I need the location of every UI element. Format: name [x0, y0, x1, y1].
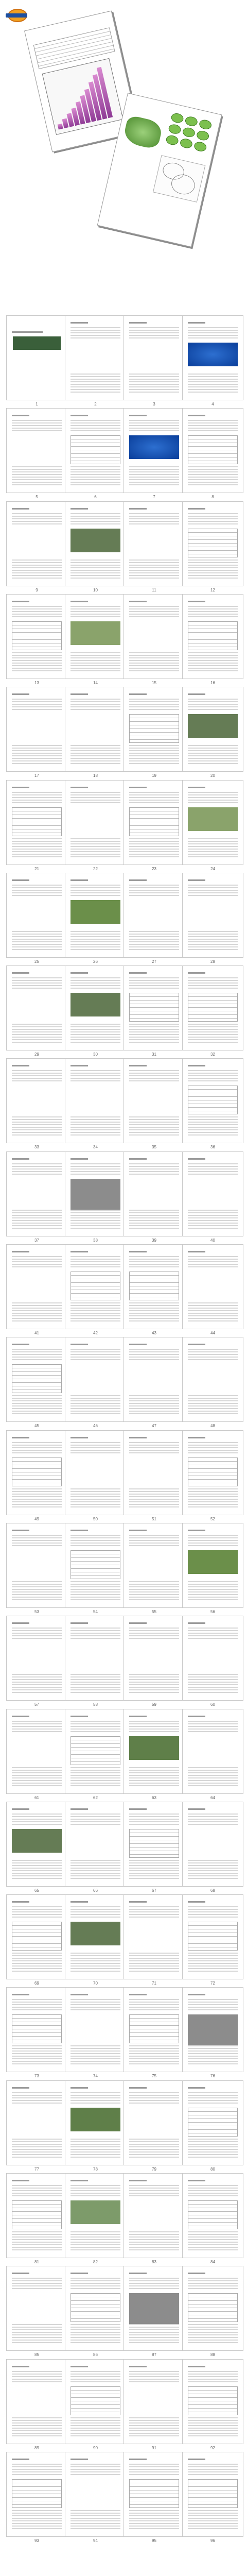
page-thumbnail[interactable]	[123, 2173, 185, 2258]
page-thumbnail[interactable]	[182, 1523, 243, 1608]
page-thumbnail[interactable]	[123, 1616, 185, 1701]
page-thumbnail[interactable]	[182, 2359, 243, 2444]
page-number: 16	[210, 680, 215, 685]
page-number: 47	[152, 1423, 156, 1429]
page-thumbnail[interactable]	[6, 1987, 67, 2072]
page-number: 21	[34, 866, 39, 871]
page-number: 66	[93, 1888, 98, 1893]
page-thumbnail[interactable]	[123, 2452, 185, 2537]
page-number: 55	[152, 1609, 156, 1614]
page-thumbnail[interactable]	[65, 2080, 126, 2165]
page-number: 68	[210, 1888, 215, 1893]
page-thumbnail[interactable]	[6, 1244, 67, 1329]
page-thumbnail[interactable]	[123, 1709, 185, 1794]
page-thumbnail[interactable]	[65, 408, 126, 493]
page-number: 27	[152, 959, 156, 964]
preview-map-set	[128, 93, 221, 115]
page-number: 81	[34, 2260, 39, 2264]
page-thumbnail[interactable]	[65, 965, 126, 1050]
page-number: 2	[94, 402, 97, 406]
page-thumbnail[interactable]	[6, 2452, 67, 2537]
page-number: 59	[152, 1702, 156, 1707]
page-number: 23	[152, 866, 156, 871]
page-thumbnail[interactable]	[65, 873, 126, 958]
page-number: 79	[152, 2166, 156, 2172]
page-thumbnail[interactable]	[182, 1430, 243, 1515]
page-number: 31	[152, 1052, 156, 1057]
page-number: 5	[36, 495, 38, 500]
page-thumbnail[interactable]	[65, 1616, 126, 1701]
page-number: 95	[152, 2538, 156, 2543]
page-number: 77	[34, 2166, 39, 2172]
page-thumbnail[interactable]	[123, 780, 185, 865]
page-thumbnail[interactable]	[182, 2266, 243, 2351]
page-number: 57	[34, 1702, 39, 1707]
page-thumbnail[interactable]	[65, 1894, 126, 1979]
page-number: 9	[36, 587, 38, 592]
page-number: 34	[93, 1145, 98, 1150]
page-number: 48	[210, 1423, 215, 1429]
page-number: 53	[34, 1609, 39, 1614]
page-number: 70	[93, 1981, 98, 1986]
page-thumbnail[interactable]	[182, 1244, 243, 1329]
page-number: 22	[93, 866, 98, 871]
page-number: 25	[34, 959, 39, 964]
page-number: 10	[93, 587, 98, 592]
page-thumbnail[interactable]	[123, 408, 185, 493]
page-thumbnail[interactable]	[6, 408, 67, 493]
page-thumbnail[interactable]	[182, 965, 243, 1050]
page-number: 1	[36, 402, 38, 406]
page-thumbnail[interactable]	[65, 780, 126, 865]
page-thumbnail[interactable]	[123, 1058, 185, 1143]
page-thumbnail[interactable]	[65, 687, 126, 772]
page-thumbnail[interactable]	[182, 315, 243, 400]
page-thumbnail[interactable]	[182, 2452, 243, 2537]
page-thumbnail[interactable]	[123, 1802, 185, 1887]
page-number: 52	[210, 1516, 215, 1521]
page-number: 69	[34, 1981, 39, 1986]
page-number: 73	[34, 2074, 39, 2079]
page-number: 80	[210, 2166, 215, 2172]
page-number: 17	[34, 773, 39, 778]
page-thumbnail[interactable]	[123, 2359, 185, 2444]
page-number: 75	[152, 2074, 156, 2079]
page-number: 19	[152, 773, 156, 778]
preview-bar-chart	[42, 58, 123, 135]
page-thumbnail[interactable]	[6, 965, 67, 1050]
page-number: 29	[34, 1052, 39, 1057]
page-number: 33	[34, 1145, 39, 1150]
page-number: 64	[210, 1795, 215, 1800]
page-number: 41	[34, 1331, 39, 1335]
page-thumbnail[interactable]	[6, 1802, 67, 1887]
preview-green-map	[122, 115, 163, 150]
page-number: 32	[210, 1052, 215, 1057]
page-thumbnail[interactable]	[65, 1244, 126, 1329]
page-number: 12	[210, 587, 215, 592]
page-thumbnail[interactable]	[65, 1430, 126, 1515]
page-number: 54	[93, 1609, 98, 1614]
page-thumbnail[interactable]	[6, 1709, 67, 1794]
page-thumbnail[interactable]	[6, 873, 67, 958]
page-number: 88	[210, 2352, 215, 2358]
page-number: 96	[210, 2538, 215, 2543]
page-thumbnail[interactable]	[6, 2266, 67, 2351]
page-number: 84	[210, 2260, 215, 2264]
page-number: 13	[34, 680, 39, 685]
page-number: 72	[210, 1981, 215, 1986]
page-number: 28	[210, 959, 215, 964]
page-thumbnail[interactable]	[6, 315, 67, 400]
page-number: 94	[93, 2538, 98, 2543]
page-thumbnail[interactable]	[65, 1523, 126, 1608]
page-thumbnail[interactable]	[182, 408, 243, 493]
page-number: 20	[210, 773, 215, 778]
page-number: 51	[152, 1516, 156, 1521]
page-number: 91	[152, 2445, 156, 2450]
page-thumbnail[interactable]	[6, 780, 67, 865]
page-thumbnail[interactable]	[123, 2080, 185, 2165]
page-thumbnail[interactable]	[65, 1337, 126, 1422]
page-thumbnail[interactable]	[182, 1709, 243, 1794]
page-thumbnail[interactable]	[65, 1802, 126, 1887]
page-thumbnail[interactable]	[182, 780, 243, 865]
page-number: 61	[34, 1795, 39, 1800]
page-number: 8	[211, 495, 214, 500]
page-thumbnail[interactable]	[182, 594, 243, 679]
page-number: 89	[34, 2445, 39, 2450]
page-number: 3	[153, 402, 155, 406]
page-number: 6	[94, 495, 97, 500]
page-thumbnail[interactable]	[123, 594, 185, 679]
page-number: 7	[153, 495, 155, 500]
page-thumbnail[interactable]	[6, 2080, 67, 2165]
page-thumbnail[interactable]	[6, 1430, 67, 1515]
page-number: 30	[93, 1052, 98, 1057]
page-thumbnail[interactable]	[65, 2266, 126, 2351]
page-thumbnail[interactable]	[123, 1523, 185, 1608]
page-thumbnail[interactable]	[123, 1244, 185, 1329]
page-thumbnail[interactable]	[182, 1616, 243, 1701]
page-thumbnail[interactable]	[6, 1894, 67, 1979]
page-number: 45	[34, 1423, 39, 1429]
page-number: 56	[210, 1609, 215, 1614]
page-thumbnail[interactable]	[123, 1430, 185, 1515]
page-number: 24	[210, 866, 215, 871]
page-thumbnail[interactable]	[123, 501, 185, 586]
page-thumbnail[interactable]	[182, 1802, 243, 1887]
page-thumbnail[interactable]	[65, 315, 126, 400]
page-number: 35	[152, 1145, 156, 1150]
page-thumbnail[interactable]	[65, 594, 126, 679]
page-number: 65	[34, 1888, 39, 1893]
page-number: 76	[210, 2074, 215, 2079]
page-thumbnail[interactable]	[65, 501, 126, 586]
page-number: 58	[93, 1702, 98, 1707]
page-thumbnail[interactable]	[123, 965, 185, 1050]
page-number: 37	[34, 1238, 39, 1243]
page-thumbnail[interactable]	[6, 1337, 67, 1422]
page-thumbnail[interactable]	[182, 1058, 243, 1143]
page-number: 62	[93, 1795, 98, 1800]
page-thumbnail[interactable]	[123, 315, 185, 400]
page-thumbnail[interactable]	[182, 1151, 243, 1236]
page-number: 85	[34, 2352, 39, 2358]
page-number: 71	[152, 1981, 156, 1986]
page-number: 67	[152, 1888, 156, 1893]
page-thumbnail[interactable]	[123, 1987, 185, 2072]
page-thumbnail[interactable]	[65, 2452, 126, 2537]
page-thumbnail[interactable]	[123, 2266, 185, 2351]
page-number: 26	[93, 959, 98, 964]
page-thumbnail[interactable]	[6, 594, 67, 679]
page-thumbnail[interactable]	[6, 1151, 67, 1236]
page-number: 83	[152, 2260, 156, 2264]
page-thumbnail[interactable]	[182, 2173, 243, 2258]
page-number: 78	[93, 2166, 98, 2172]
page-thumbnail[interactable]	[182, 1894, 243, 1979]
page-thumbnail[interactable]	[6, 1058, 67, 1143]
page-number: 38	[93, 1238, 98, 1243]
page-thumbnail[interactable]	[6, 1616, 67, 1701]
page-number: 11	[152, 587, 156, 592]
page-thumbnail[interactable]	[182, 687, 243, 772]
page-thumbnail[interactable]	[182, 1337, 243, 1422]
page-thumbnail[interactable]	[6, 1523, 67, 1608]
page-number: 92	[210, 2445, 215, 2450]
page-number: 43	[152, 1331, 156, 1335]
page-number: 18	[93, 773, 98, 778]
page-thumbnail[interactable]	[6, 687, 67, 772]
page-number: 60	[210, 1702, 215, 1707]
page-thumbnail[interactable]	[65, 2173, 126, 2258]
page-thumbnail[interactable]	[182, 873, 243, 958]
preview-diagram	[153, 155, 205, 202]
page-number: 82	[93, 2260, 98, 2264]
page-thumbnail[interactable]	[123, 873, 185, 958]
page-thumbnail[interactable]	[123, 1151, 185, 1236]
page-number: 44	[210, 1331, 215, 1335]
page-number: 40	[210, 1238, 215, 1243]
page-number: 90	[93, 2445, 98, 2450]
page-number: 15	[152, 680, 156, 685]
page-thumbnail[interactable]	[6, 501, 67, 586]
page-number: 63	[152, 1795, 156, 1800]
page-thumbnail[interactable]	[123, 687, 185, 772]
page-thumbnail[interactable]	[182, 1987, 243, 2072]
page-number: 49	[34, 1516, 39, 1521]
page-thumbnail[interactable]	[65, 1058, 126, 1143]
page-thumbnail[interactable]	[65, 1151, 126, 1236]
page-thumbnail[interactable]	[123, 1337, 185, 1422]
page-number: 86	[93, 2352, 98, 2358]
page-thumbnail[interactable]	[6, 2173, 67, 2258]
page-thumbnail[interactable]	[65, 1987, 126, 2072]
page-thumbnail[interactable]	[123, 1894, 185, 1979]
page-thumbnail[interactable]	[182, 501, 243, 586]
page-number: 46	[93, 1423, 98, 1429]
page-number: 4	[211, 402, 214, 406]
page-thumbnail[interactable]	[182, 2080, 243, 2165]
page-number: 42	[93, 1331, 98, 1335]
page-number: 93	[34, 2538, 39, 2543]
page-number: 87	[152, 2352, 156, 2358]
page-number: 50	[93, 1516, 98, 1521]
page-thumbnail[interactable]	[65, 2359, 126, 2444]
page-number: 36	[210, 1145, 215, 1150]
preview-collage	[21, 0, 247, 276]
page-thumbnail[interactable]	[6, 2359, 67, 2444]
page-number: 74	[93, 2074, 98, 2079]
page-number: 14	[93, 680, 98, 685]
page-thumbnail[interactable]	[65, 1709, 126, 1794]
page-number: 39	[152, 1238, 156, 1243]
